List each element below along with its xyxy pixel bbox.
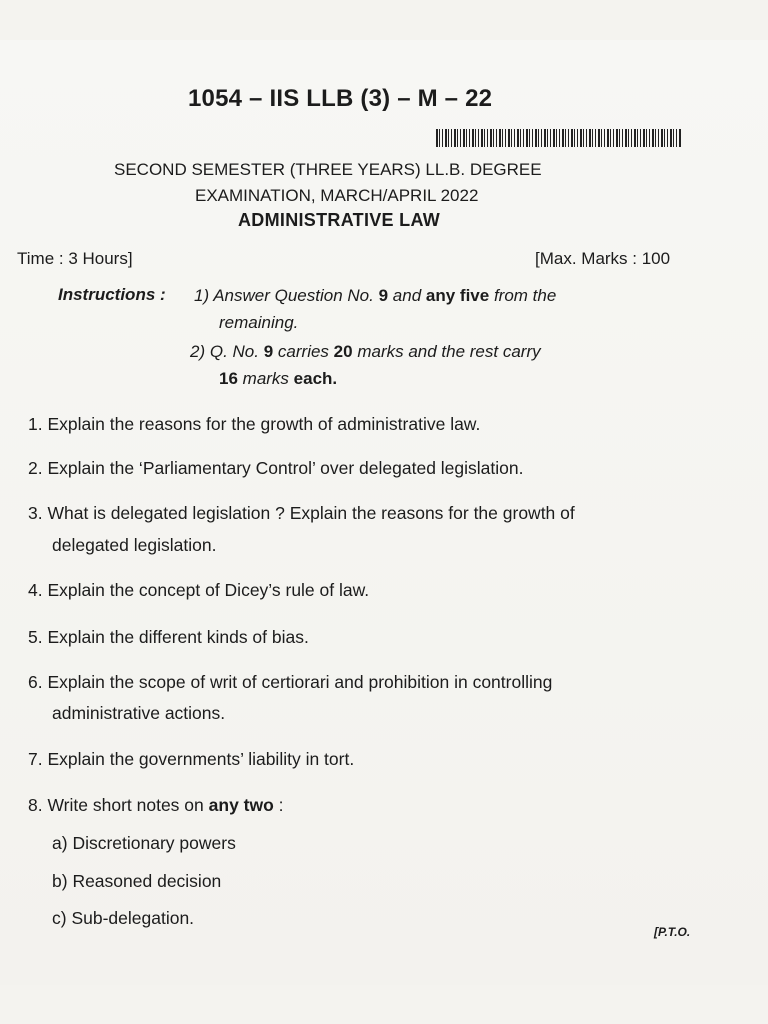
paper-code: 1054 – IIS LLB (3) – M – 22 (188, 85, 493, 112)
question-8: 8. Write short notes on any two : (28, 795, 284, 815)
question-3: 3. What is delegated legislation ? Explain the reasons for the growth of (28, 503, 575, 523)
question-5: 5. Explain the different kinds of bias. (28, 627, 309, 647)
subject-title: ADMINISTRATIVE LAW (238, 210, 441, 230)
subitem-c: c) Sub-delegation. (52, 908, 195, 928)
instructions-label: Instructions : (58, 285, 166, 304)
question-1: 1. Explain the reasons for the growth of administrative law. (28, 414, 481, 434)
barcode (436, 129, 682, 147)
instruction-1-line2: remaining. (219, 313, 299, 332)
pto-label: [P.T.O. (654, 925, 691, 939)
question-2: 2. Explain the ‘Parliamentary Control’ over delegated legislation. (28, 458, 524, 478)
instruction-2-line2: 16 marks each. (219, 369, 338, 388)
max-marks-label: [Max. Marks : 100 (535, 249, 671, 268)
question-4: 4. Explain the concept of Dicey’s rule of law. (28, 580, 370, 600)
question-6-line2: administrative actions. (52, 703, 226, 723)
subitem-a: a) Discretionary powers (52, 833, 236, 853)
question-6: 6. Explain the scope of writ of certiorari and prohibition in controlling (28, 672, 553, 692)
semester-line: SECOND SEMESTER (THREE YEARS) LL.B. DEGREE (114, 160, 542, 179)
instruction-1: 1) Answer Question No. 9 and any five from the (194, 286, 557, 305)
instruction-2: 2) Q. No. 9 carries 20 marks and the rest carry (190, 342, 541, 361)
subitem-b: b) Reasoned decision (52, 871, 222, 891)
exam-line: EXAMINATION, MARCH/APRIL 2022 (195, 186, 479, 205)
time-label: Time : 3 Hours] (17, 249, 133, 268)
question-7: 7. Explain the governments’ liability in tort. (28, 749, 355, 769)
question-3-line2: delegated legislation. (52, 535, 217, 555)
